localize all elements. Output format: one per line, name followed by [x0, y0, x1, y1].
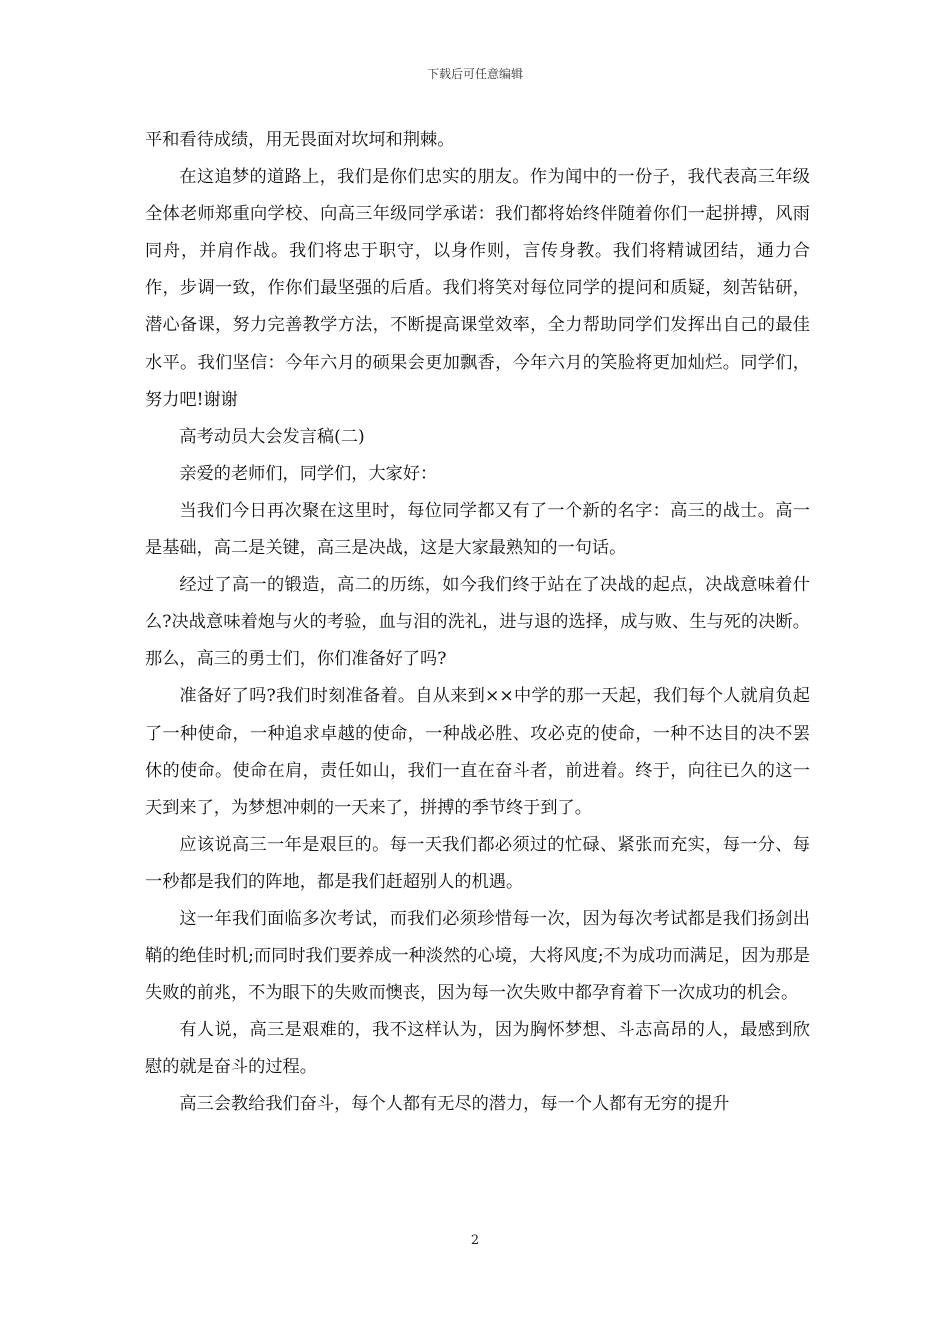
salutation: 亲爱的老师们，同学们，大家好：	[179, 463, 438, 484]
paragraph: 高三会教给我们奋斗，每个人都有无尽的潜力，每一个人都有无穷的提升	[179, 1094, 730, 1115]
paragraph: 准备好了吗?我们时刻准备着。自从来到××中学的那一天起，我们每个人就肩负起了一种使命，一种追求卓越的使命，一种战必胜、攻必克的使命，一种不达目的决不罢休的使命。使命在肩，责任如山，我们一直在奋斗者，前进着。终于，向往已久的这一天到来了，为梦想冲刺的一天来了，拼搏的季节终于到了。	[145, 686, 810, 818]
page-number: 2	[470, 1233, 480, 1248]
paragraph: 在这追梦的道路上，我们是你们忠实的朋友。作为闻中的一份子，我代表高三年级全体老师郑重向学校、向高三年级同学承诺：我们都将始终伴随着你们一起拼搏，风雨同舟，并肩作战。我们将忠于职守，以身作则，言传身教。我们将精诚团结，通力合作，步调一致，作你们最坚强的后盾。我们将笑对每位同学的提问和质疑，刻苦钻研，潜心备课，努力完善教学方法，不断提高课堂效率，全力帮助同学们发挥出自己的最佳水平。我们坚信：今年六月的硕果会更加飘香，今年六月的笑脸将更加灿烂。同学们，努力吧!谢谢	[145, 167, 810, 410]
paragraph: 经过了高一的锻造，高二的历练，如今我们终于站在了决战的起点，决战意味着什么?决战意味着炮与火的考验，血与泪的洗礼，进与退的选择，成与败、生与死的决断。那么，高三的勇士们，你们准备好了吗?	[145, 575, 810, 670]
paragraph: 应该说高三一年是艰巨的。每一天我们都必须过的忙碌、紧张而充实，每一分、每一秒都是我们的阵地，都是我们赶超别人的机遇。	[145, 834, 810, 892]
page-header: 下载后可任意编辑	[426, 67, 523, 81]
document-body	[145, 122, 810, 1124]
paragraph-continued: 平和看待成绩，用无畏面对坎坷和荆棘。	[145, 130, 455, 150]
paragraph: 有人说，高三是艰难的，我不这样认为，因为胸怀梦想、斗志高昂的人，最感到欣慰的就是奋斗的过程。	[145, 1020, 810, 1078]
paragraph: 这一年我们面临多次考试，而我们必须珍惜每一次，因为每次考试都是我们扬剑出鞘的绝佳时机;而同时我们要养成一种淡然的心境，大将风度;不为成功而满足，因为那是失败的前兆，不为眼下的失败而懊丧，因为每一次失败中都孕育着下一次成功的机会。	[145, 908, 810, 1004]
section-heading: 高考动员大会发言稿(二)	[179, 426, 365, 447]
paragraph: 当我们今日再次聚在这里时，每位同学都又有了一个新的名字：高三的战士。高一是基础，高二是关键，高三是决战，这是大家最熟知的一句话。	[145, 500, 810, 559]
